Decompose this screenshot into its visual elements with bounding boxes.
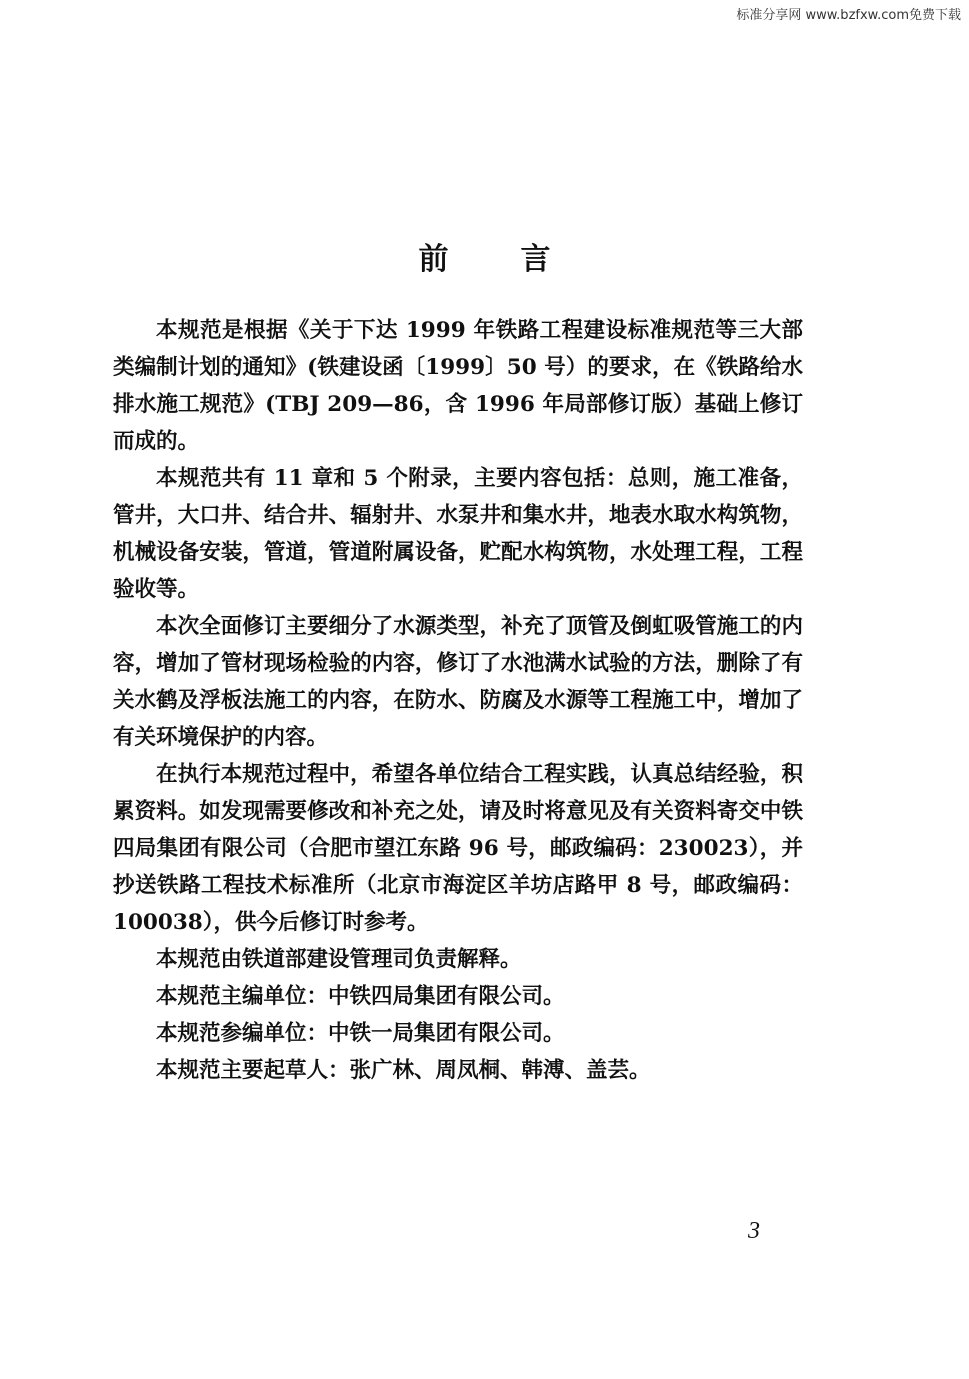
page-number: 3: [748, 1218, 760, 1244]
paragraph: 本规范参编单位：中铁一局集团有限公司。: [156, 1021, 565, 1046]
watermark-text: 标准分享网 www.bzfxw.com免费下载: [736, 8, 961, 23]
paragraph: 本规范共有 11 章和 5 个附录，主要内容包括：总则，施工准备，管井，大口井、结合井、辐射井、水泵井和集水井，地表水取水构筑物，机械设备安装，管道，管道附属设备，贮配水构筑物，水处理工程，工程验收等。: [113, 466, 803, 602]
page-title: 前言: [418, 242, 623, 277]
paragraph: 本规范由铁道部建设管理司负责解释。: [156, 947, 522, 972]
paragraph: 本规范是根据《关于下达 1999 年铁路工程建设标准规范等三大部类编制计划的通知》(铁建设函〔1999〕50 号）的要求，在《铁路给水排水施工规范》(TBJ 209—86，含 1996 年局部修订版）基础上修订而成的。: [113, 318, 803, 454]
paragraph: 在执行本规范过程中，希望各单位结合工程实践，认真总结经验，积累资料。如发现需要修改和补充之处，请及时将意见及有关资料寄交中铁四局集团有限公司（合肥市望江东路 96 号，邮政编码：230023），并抄送铁路工程技术标准所（北京市海淀区羊坊店路甲 8 号，邮政编码：100038），供今后修订时参考。: [113, 762, 803, 935]
paragraph: 本次全面修订主要细分了水源类型，补充了顶管及倒虹吸管施工的内容，增加了管材现场检验的内容，修订了水池满水试验的方法，删除了有关水鹤及浮板法施工的内容，在防水、防腐及水源等工程施工中，增加了有关环境保护的内容。: [113, 614, 803, 750]
paragraph: 本规范主要起草人：张广林、周凤桐、韩溥、盖芸。: [156, 1058, 651, 1083]
preface-body: [113, 312, 803, 1089]
paragraph: 本规范主编单位：中铁四局集团有限公司。: [156, 984, 565, 1009]
